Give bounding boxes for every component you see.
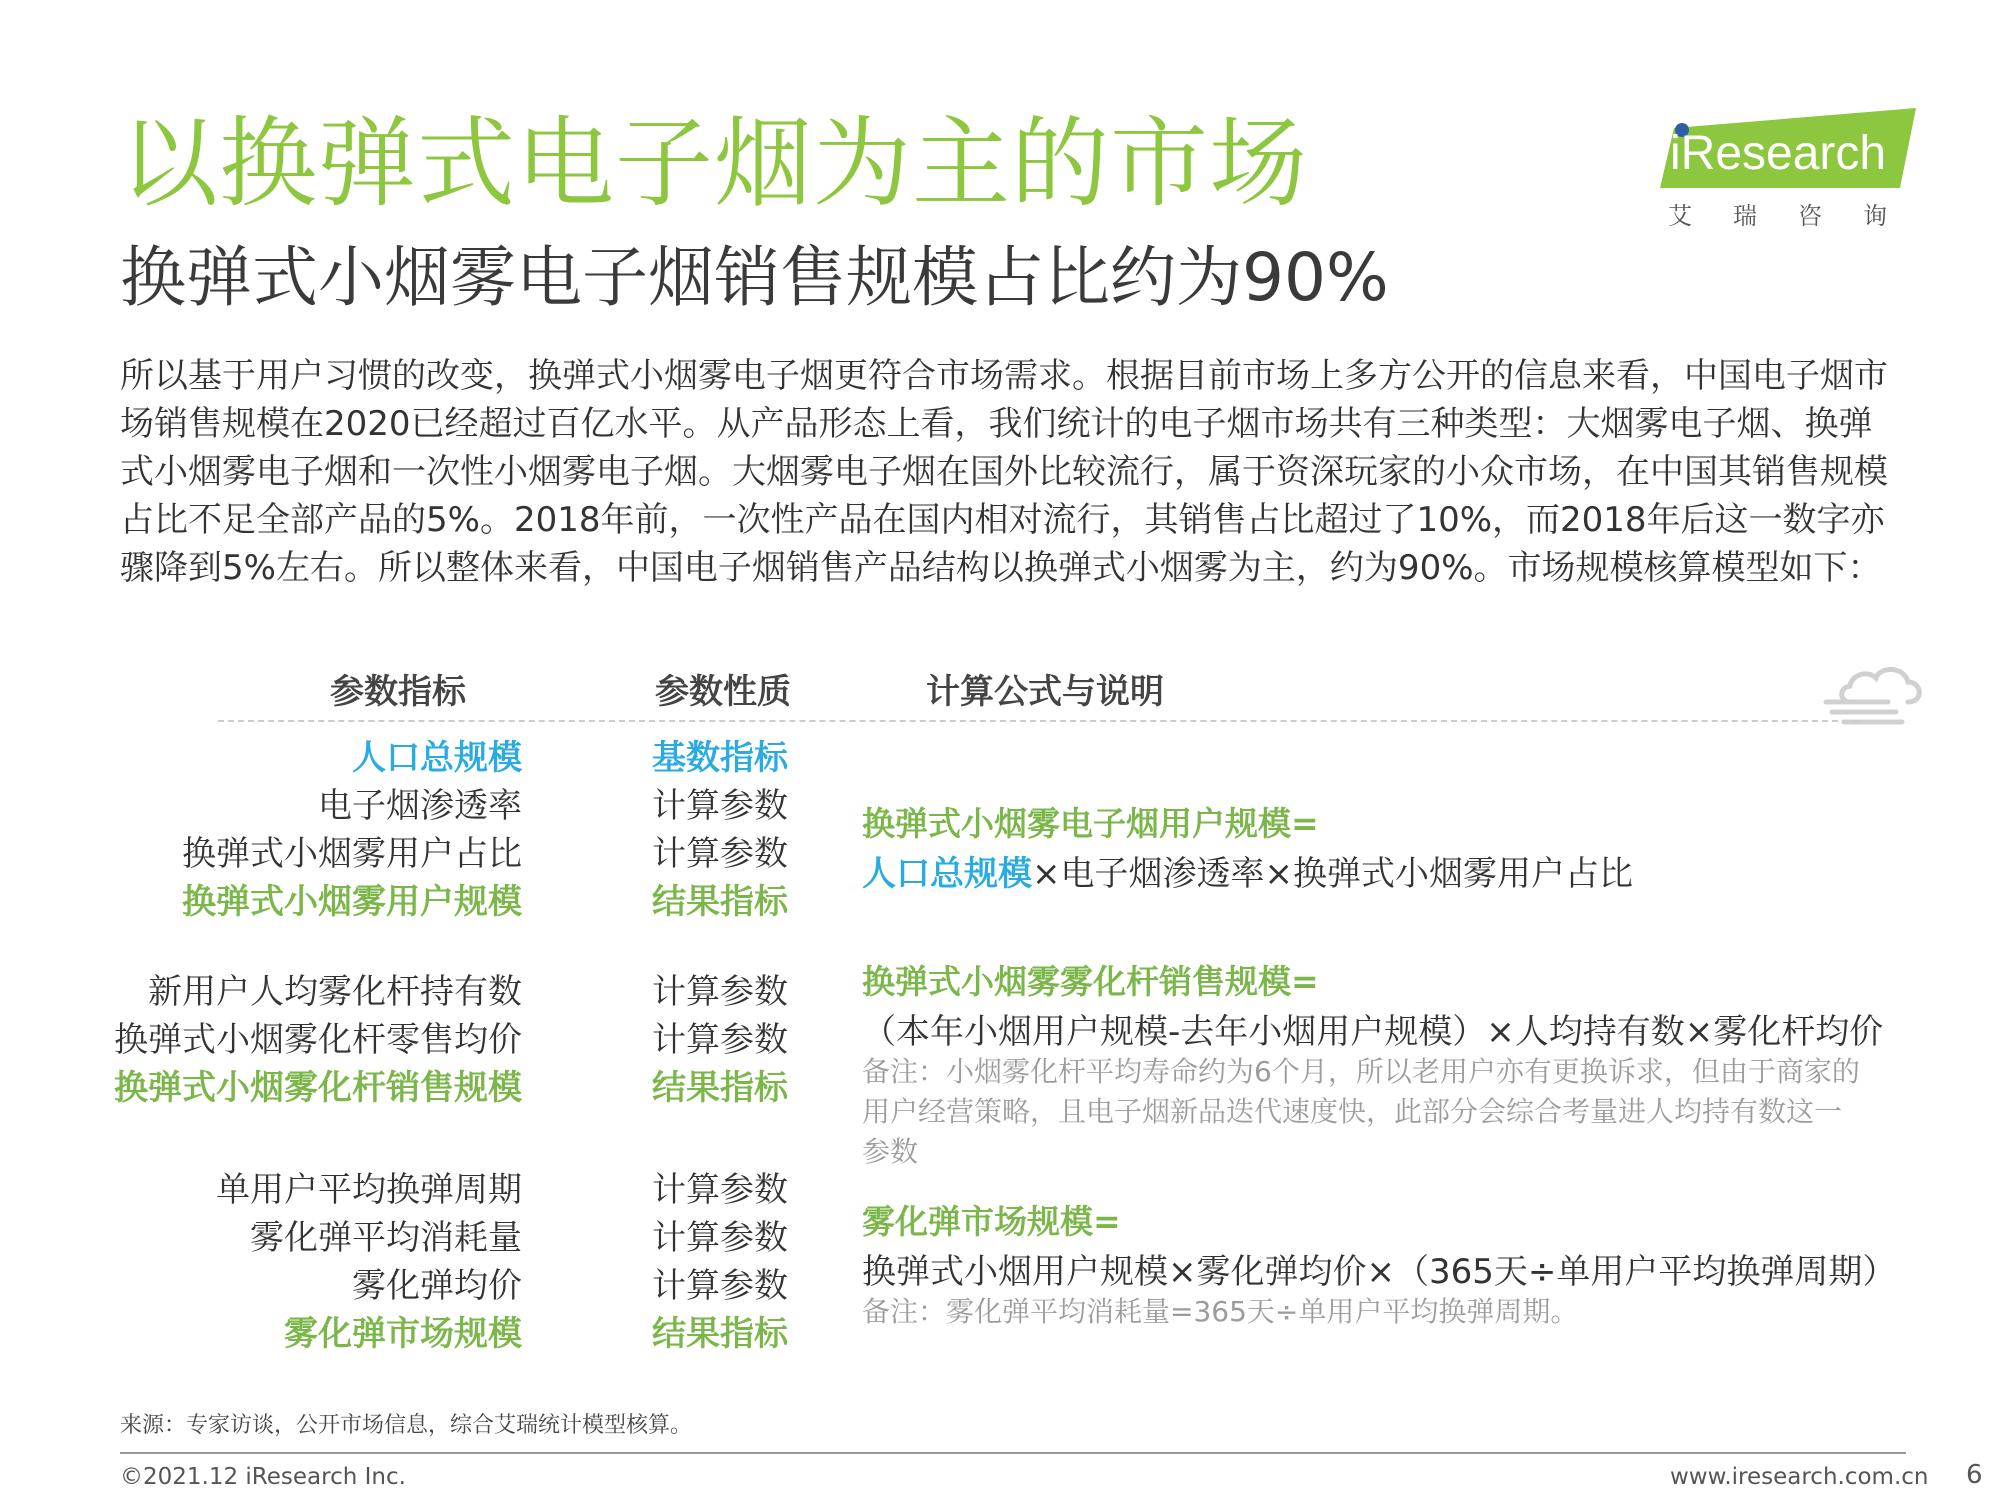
- param-user-scale: 换弹式小烟雾用户规模: [182, 882, 522, 922]
- nature-user-scale: 结果指标: [652, 882, 788, 922]
- iresearch-logo: [1660, 108, 1928, 230]
- formula-title-rod-sales: 换弹式小烟雾雾化杆销售规模=: [862, 962, 1319, 1001]
- param-penetration: 电子烟渗透率: [318, 786, 522, 826]
- intro-paragraph: 所以基于用户习惯的改变，换弹式小烟雾电子烟更符合市场需求。根据目前市场上多方公开的信息来看，中国电子烟市场销售规模在2020已经超过百亿水平。从产品形态上看，我们统计的电子烟市场共有三种类型：大烟雾电子烟、换弹式小烟雾电子烟和一次性小烟雾电子烟。大烟雾电子烟在国外比较流行，属于资深玩家的小众市场，在中国其销售规模占比不足全部产品的5%。2018年前，一次性产品在国内相对流行，其销售占比超过了10%，而2018年后这一数字亦骤降到5%左右。所以整体来看，中国电子烟销售产品结构以换弹式小烟雾为主，约为90%。市场规模核算模型如下：: [120, 356, 1888, 588]
- formula-title-pod-market: 雾化弹市场规模=: [862, 1202, 1121, 1241]
- param-swap-cycle: 单用户平均换弹周期: [216, 1170, 522, 1210]
- param-pod-market: 雾化弹市场规模: [284, 1314, 522, 1354]
- formula-expr-user-scale: [862, 846, 1633, 895]
- formula-note-rod-sales: 备注：小烟雾化杆平均寿命约为6个月，所以老用户亦有更换诉求，但由于商家的用户经营策略，且电子烟新品迭代速度快，此部分会综合考量进人均持有数这一参数: [862, 1055, 1860, 1168]
- nature-pod-price: 计算参数: [652, 1266, 788, 1306]
- formula-expr-rod-sales: （本年小烟用户规模-去年小烟用户规模）×人均持有数×雾化杆均价: [862, 1012, 1884, 1052]
- param-rod-holding: 新用户人均雾化杆持有数: [148, 972, 522, 1012]
- logo-brand: iResearch: [1670, 127, 1887, 180]
- param-pod-price: 雾化弹均价: [352, 1266, 522, 1306]
- header-nature: 参数性质: [655, 672, 791, 712]
- nature-rod-sales: 结果指标: [652, 1068, 788, 1108]
- logo-chinese: 艾瑞咨询: [1668, 202, 1928, 230]
- nature-penetration: 计算参数: [652, 786, 788, 826]
- formula-highlight-population: 人口总规模: [862, 854, 1032, 894]
- cloud-wind-icon: [1822, 658, 1926, 728]
- header-formula: 计算公式与说明: [926, 672, 1164, 712]
- source-note: 来源：专家访谈，公开市场信息，综合艾瑞统计模型核算。: [120, 1413, 693, 1438]
- nature-rod-holding: 计算参数: [652, 972, 788, 1012]
- table-divider: [218, 720, 1858, 722]
- param-population: 人口总规模: [352, 738, 522, 778]
- page-subtitle: 换弹式小烟雾电子烟销售规模占比约为90%: [120, 239, 1389, 316]
- param-rod-price: 换弹式小烟雾化杆零售均价: [114, 1020, 522, 1060]
- formula-expr-pod-market: 换弹式小烟用户规模×雾化弹均价×（365天÷单用户平均换弹周期）: [862, 1252, 1897, 1292]
- nature-user-share: 计算参数: [652, 834, 788, 874]
- footer-divider: [120, 1452, 1906, 1454]
- nature-swap-cycle: 计算参数: [652, 1170, 788, 1210]
- formula-note-pod-market: 备注：雾化弹平均消耗量=365天÷单用户平均换弹周期。: [862, 1295, 1579, 1328]
- page-number: 6: [1966, 1460, 1983, 1490]
- param-pod-consumption: 雾化弹平均消耗量: [250, 1218, 522, 1258]
- header-param: 参数指标: [330, 672, 466, 712]
- formula-title-user-scale: 换弹式小烟雾电子烟用户规模=: [862, 804, 1319, 843]
- param-rod-sales: 换弹式小烟雾化杆销售规模: [114, 1068, 522, 1108]
- nature-population: 基数指标: [652, 738, 788, 778]
- website-url: www.iresearch.com.cn: [1670, 1464, 1929, 1490]
- nature-pod-market: 结果指标: [652, 1314, 788, 1354]
- param-user-share: 换弹式小烟雾用户占比: [182, 834, 522, 874]
- formula-expr-rest: ×电子烟渗透率×换弹式小烟雾用户占比: [1032, 854, 1633, 894]
- nature-pod-consumption: 计算参数: [652, 1218, 788, 1258]
- page-title: 以换弹式电子烟为主的市场: [120, 107, 1309, 221]
- nature-rod-price: 计算参数: [652, 1020, 788, 1060]
- copyright: ©2021.12 iResearch Inc.: [120, 1464, 406, 1490]
